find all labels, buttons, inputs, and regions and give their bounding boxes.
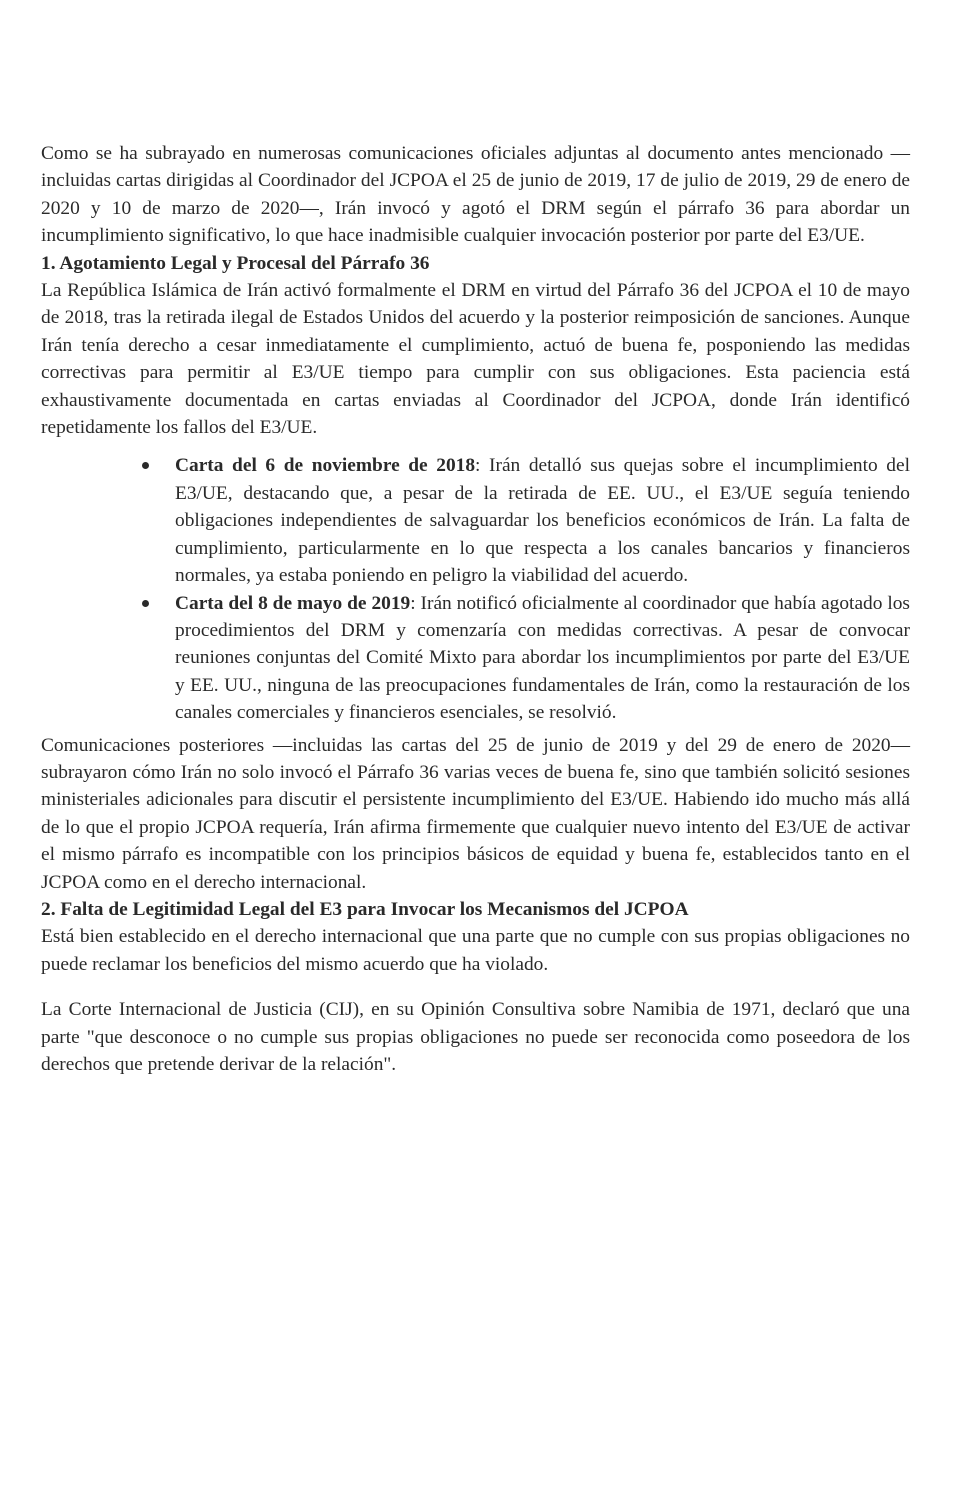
bullet-title: Carta del 6 de noviembre de 2018 xyxy=(175,455,476,477)
section-1-heading: 1. Agotamiento Legal y Procesal del Párrafo 36 xyxy=(41,252,430,274)
bullet-text: : Irán detalló sus quejas sobre el incumplimiento del E3/UE, destacando que, a pesar de la retirada de EE. UU., el E3/UE seguía teniendo obligaciones independientes de salvaguardar los beneficios económicos de Irán. La falta de cumplimiento, particularmente en lo que respecta a los canales bancarios y financieros normales, ya estaba poniendo en peligro la viabilidad del acuerdo. xyxy=(175,455,910,587)
intro-paragraph: Como se ha subrayado en numerosas comunicaciones oficiales adjuntas al documento antes mencionado —incluidas cartas dirigidas al Coordinador del JCPOA el 25 de junio de 2019, 17 de julio de 2019, 29 de enero de 2020 y 10 de marzo de 2020—, Irán invocó y agotó el DRM según el párrafo 36 para abordar un incumplimiento significativo, lo que hace inadmisible cualquier invocación posterior por parte del E3/UE. xyxy=(41,143,910,247)
bullet-icon xyxy=(142,462,149,469)
section-1-paragraph: La República Islámica de Irán activó formalmente el DRM en virtud del Párrafo 36 del JCPOA el 10 de mayo de 2018, tras la retirada ilegal de Estados Unidos del acuerdo y la posterior reimposición de sanciones. Aunque Irán tenía derecho a cesar inmediatamente el cumplimiento, actuó de buena fe, posponiendo las medidas correctivas para permitir al E3/UE tiempo para cumplir con sus obligaciones. Esta paciencia está exhaustivamente documentada en cartas enviadas al Coordinador del JCPOA, donde Irán identificó repetidamente los fallos del E3/UE. xyxy=(41,280,910,439)
list-item xyxy=(41,452,910,589)
letters-list xyxy=(41,452,910,726)
section-1-closing-paragraph: Comunicaciones posteriores —incluidas las cartas del 25 de junio de 2019 y del 29 de enero de 2020— subrayaron cómo Irán no solo invocó el Párrafo 36 varias veces de buena fe, sino que también solicitó sesiones ministeriales adicionales para discutir el persistente incumplimiento del E3/UE. Habiendo ido mucho más allá de lo que el propio JCPOA requería, Irán afirma firmemente que cualquier nuevo intento del E3/UE de activar el mismo párrafo es incompatible con los principios básicos de equidad y buena fe, establecidos tanto en el JCPOA como en el derecho internacional. xyxy=(41,734,910,893)
bullet-title: Carta del 8 de mayo de 2019 xyxy=(175,592,411,614)
section-2-paragraph-1: Está bien establecido en el derecho internacional que una parte que no cumple con sus propias obligaciones no puede reclamar los beneficios del mismo acuerdo que ha violado. xyxy=(41,926,910,975)
section-2-paragraph-2: La Corte Internacional de Justicia (CIJ), en su Opinión Consultiva sobre Namibia de 1971, declaró que una parte "que desconoce o no cumple sus propias obligaciones no puede ser reconocida como poseedora de los derechos que pretende derivar de la relación". xyxy=(41,999,910,1075)
section-2-heading: 2. Falta de Legitimidad Legal del E3 para Invocar los Mecanismos del JCPOA xyxy=(41,898,689,920)
bullet-icon xyxy=(142,600,149,607)
list-item xyxy=(41,590,910,727)
document-page xyxy=(41,140,910,1078)
bullet-text: : Irán notificó oficialmente al coordinador que había agotado los procedimientos del DRM y comenzaría con medidas correctivas. A pesar de convocar reuniones conjuntas del Comité Mixto para abordar los incumplimientos por parte del E3/UE y EE. UU., ninguna de las preocupaciones fundamentales de Irán, como la restauración de los canales comerciales y financieros esenciales, se resolvió. xyxy=(175,592,910,724)
